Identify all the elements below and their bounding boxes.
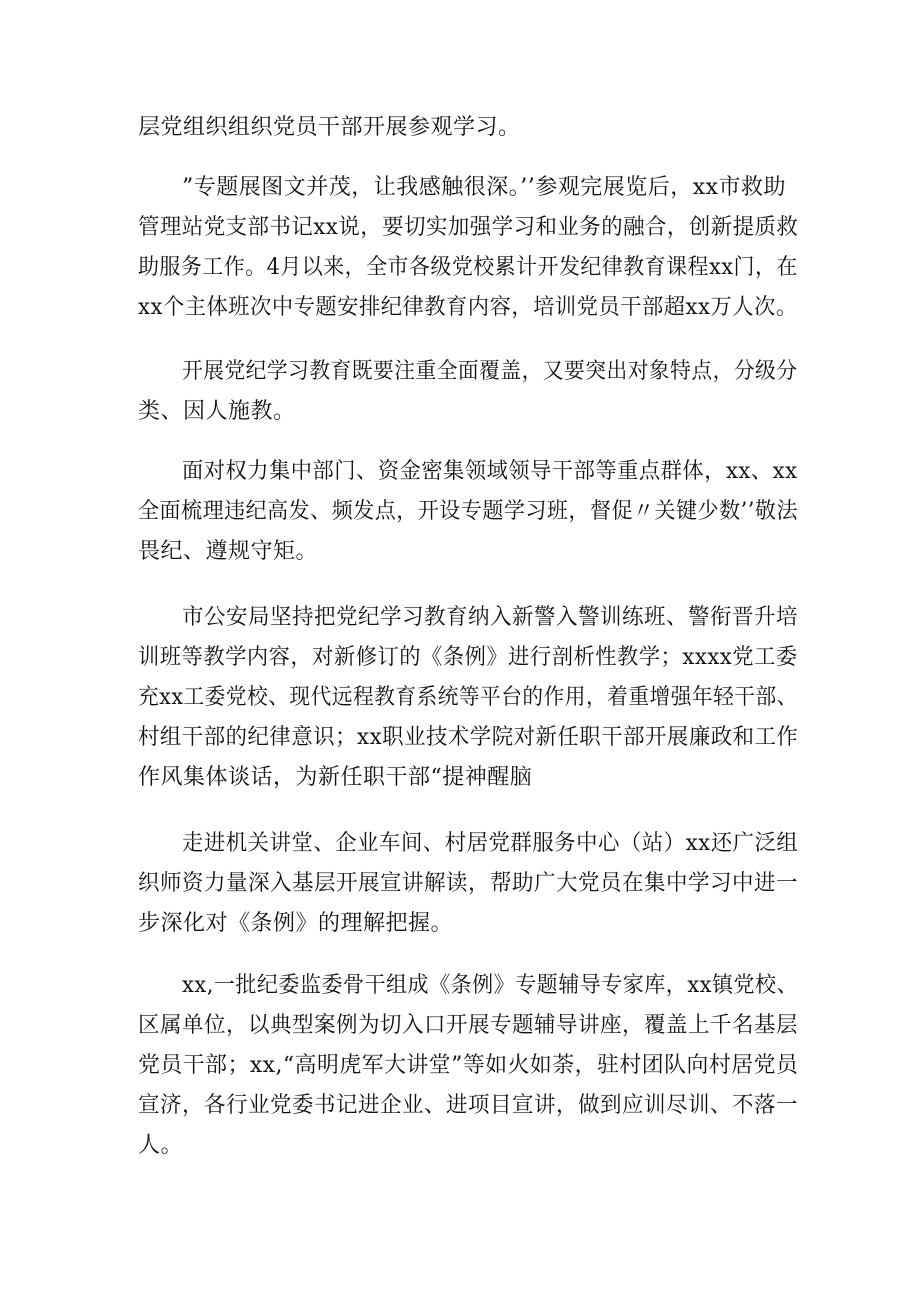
text-line: 面对权力集中部门、资金密集领域领导干部等重点群体，xx、xx: [182, 459, 798, 484]
text-line: 步深化对《条例》的理解把握。: [138, 911, 454, 936]
text-line: 类、因人施教。: [138, 399, 296, 424]
paragraph-3: [182, 352, 798, 392]
text-line: 织师资力量深入基层开展宣讲解读，帮助广大党员在集中学习中进一: [138, 871, 799, 896]
text-line: 层党组织组织党员干部开展参观学习。: [138, 115, 521, 140]
text-line: 人。: [138, 1133, 184, 1158]
text-line: 市公安局坚持把党纪学习教育纳入新警入警训练班、警衔晋升培: [182, 605, 799, 630]
text-line: 畏纪、遵规守矩。: [138, 539, 319, 564]
paragraph-2-cont: [138, 208, 798, 328]
text-line: 开展党纪学习教育既要注重全面覆盖，又要突出对象特点，分级分: [182, 359, 798, 384]
paragraph-7-cont: [138, 1006, 798, 1166]
paragraph-5: [182, 598, 798, 638]
text-line: 全面梳理违纪高发、频发点，开设专题学习班，督促〃关键少数’’敬法: [138, 499, 798, 524]
paragraph-4: [182, 452, 798, 492]
text-line: 充xx工委党校、现代远程教育系统等平台的作用，着重增强年轻干部、: [138, 685, 798, 710]
text-line: 助服务工作。4月以来，全市各级党校累计开发纪律教育课程xx门，在: [138, 255, 798, 280]
paragraph-1: [138, 108, 798, 148]
text-line: xx,一批纪委监委骨干组成《条例》专题辅导专家库，xx镇党校、: [182, 973, 799, 998]
text-line: 党员干部；xx,“高明虎军大讲堂”等如火如荼，驻村团队向村居党员: [138, 1053, 799, 1078]
text-line: 区属单位，以典型案例为切入口开展专题辅导讲座，覆盖上千名基层: [138, 1013, 799, 1038]
text-line: 走进机关讲堂、企业车间、村居党群服务中心（站）xx还广泛组: [182, 831, 799, 856]
paragraph-7: [182, 966, 798, 1006]
paragraph-6: [182, 824, 798, 864]
paragraph-6-cont: [138, 864, 798, 944]
text-line: xx个主体班次中专题安排纪律教育内容，培训党员干部超xx万人次。: [138, 295, 798, 320]
text-line: 宣济，各行业党委书记进企业、进项目宣讲，做到应训尽训、不落一: [138, 1093, 799, 1118]
text-line: 训班等教学内容，对新修订的《条例》进行剖析性教学；xxxx党工委: [138, 645, 798, 670]
text-line: ”专题展图文并茂，让我感触很深。’’参观完展览后，xx市救助: [182, 175, 787, 200]
paragraph-3-cont: [138, 392, 798, 432]
text-line: 管理站党支部书记xx说，要切实加强学习和业务的融合，创新提质救: [138, 215, 799, 240]
text-line: 村组干部的纪律意识；xx职业技术学院对新任职干部开展廉政和工作: [138, 725, 799, 750]
paragraph-5-cont: [138, 638, 798, 798]
paragraph-4-cont: [138, 492, 798, 572]
paragraph-2: [182, 168, 798, 208]
text-line: 作风集体谈话，为新任职干部“提神醒脑: [138, 765, 533, 790]
